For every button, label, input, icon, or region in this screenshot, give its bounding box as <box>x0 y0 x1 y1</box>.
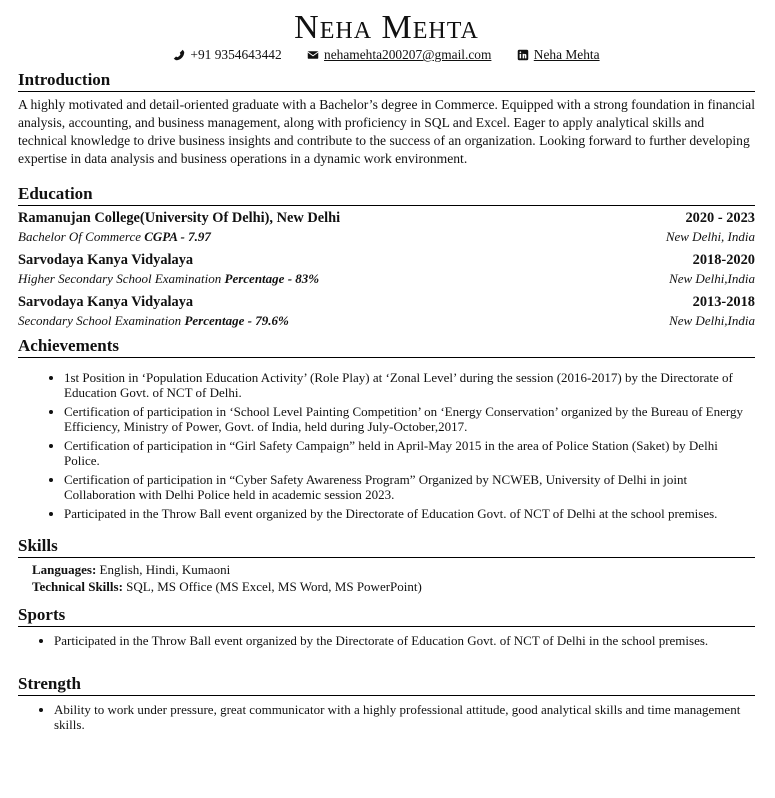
technical-label: Technical Skills: <box>32 578 123 594</box>
degree-score: CGPA - 7.97 <box>144 229 211 244</box>
sports-section <box>18 605 755 648</box>
achievement-item: • Certification of participation in “Cyber Safety Awareness Program” Organized by NCWEB, University of Delhi in joint Collaboration with Delhi Police held in academic session 2023. <box>64 472 755 502</box>
phone-icon <box>173 49 185 61</box>
education-dates: 2018-2020 <box>692 252 755 268</box>
email-contact <box>307 46 491 64</box>
education-entry <box>18 293 755 330</box>
section-heading: Strength <box>18 674 755 696</box>
linkedin-icon <box>517 49 529 61</box>
education-entry <box>18 251 755 288</box>
section-heading: Skills <box>18 536 755 558</box>
envelope-icon <box>307 49 319 61</box>
candidate-name: Neha Mehta <box>294 9 479 46</box>
achievement-item: • Participated in the Throw Ball event organized by the Directorate of Education Govt. of NCT of Delhi at the school premises. <box>64 506 755 521</box>
resume <box>18 0 755 736</box>
skills-section <box>18 536 755 595</box>
education-dates: 2013-2018 <box>692 294 755 310</box>
phone-contact <box>173 46 281 64</box>
section-heading: Achievements <box>18 336 755 358</box>
section-heading: Introduction <box>18 70 755 92</box>
degree-name: Secondary School Examination <box>18 313 182 328</box>
technical-value: SQL, MS Office (MS Excel, MS Word, MS PowerPoint) <box>126 578 422 594</box>
education-dates: 2020 - 2023 <box>685 210 755 226</box>
school-name: Sarvodaya Kanya Vidyalaya <box>18 252 194 268</box>
degree <box>18 270 319 288</box>
section-heading: Education <box>18 184 755 206</box>
contact-line <box>18 46 755 66</box>
list-item: • Ability to work under pressure, great communicator with a highly professional attitude, good analytical skills and time management skills. <box>54 702 755 732</box>
school-name: Ramanujan College(University Of Delhi), New Delhi <box>18 210 341 226</box>
list-item: • Participated in the Throw Ball event organized by the Directorate of Education Govt. of NCT of Delhi in the school premises. <box>54 633 755 648</box>
achievement-item: • Certification of participation in ‘School Level Painting Competition’ on ‘Energy Conservation’ organized by the Bureau of Energy Efficiency, Ministry of Power, Govt. of India, held during July-October,2017. <box>64 404 755 434</box>
introduction-text: A highly motivated and detail-oriented graduate with a Bachelor’s degree in Commerce. Equipped with a strong foundation in financial analysis, accounting, and business management, along with proficiency in SQL and Excel. Eager to apply analytical skills and technical knowledge to drive business insights and contribute to the success of an organization. Looking forward to further developing expertise in data analysis and business operations in a dynamic work environment. <box>18 97 755 166</box>
degree-name: Higher Secondary School Examination <box>18 271 222 286</box>
education-location: New Delhi,India <box>669 313 755 328</box>
linkedin-link[interactable]: Neha Mehta <box>533 47 600 62</box>
achievements-section <box>18 336 755 521</box>
linkedin-contact <box>517 46 600 64</box>
education-location: New Delhi, India <box>665 229 755 244</box>
introduction-section <box>18 70 755 168</box>
degree <box>18 228 211 246</box>
languages-value: English, Hindi, Kumaoni <box>99 562 231 577</box>
email-link[interactable]: nehamehta200207@gmail.com <box>324 47 492 62</box>
skills-technical <box>32 579 755 596</box>
degree <box>18 312 289 330</box>
languages-label: Languages: <box>32 562 97 577</box>
education-entry <box>18 209 755 246</box>
skills-languages <box>32 562 755 579</box>
achievement-item: • 1st Position in ‘Population Education Activity’ (Role Play) at ‘Zonal Level’ during the session (2016-2017) by the Directorate of Education Govt. of NCT of Delhi. <box>64 370 755 400</box>
strength-section <box>18 674 755 732</box>
achievement-item: • Certification of participation in “Girl Safety Campaign” held in April-May 2015 in the area of Police Station (Saket) by Delhi Police. <box>64 438 755 468</box>
education-section <box>18 184 755 330</box>
school-name: Sarvodaya Kanya Vidyalaya <box>18 294 194 310</box>
degree-name: Bachelor Of Commerce <box>18 229 141 244</box>
education-location: New Delhi,India <box>669 271 755 286</box>
section-heading: Sports <box>18 605 755 627</box>
phone-number: +91 9354643442 <box>190 47 282 62</box>
degree-score: Percentage - 83% <box>224 271 320 286</box>
degree-score: Percentage - 79.6% <box>184 313 289 328</box>
